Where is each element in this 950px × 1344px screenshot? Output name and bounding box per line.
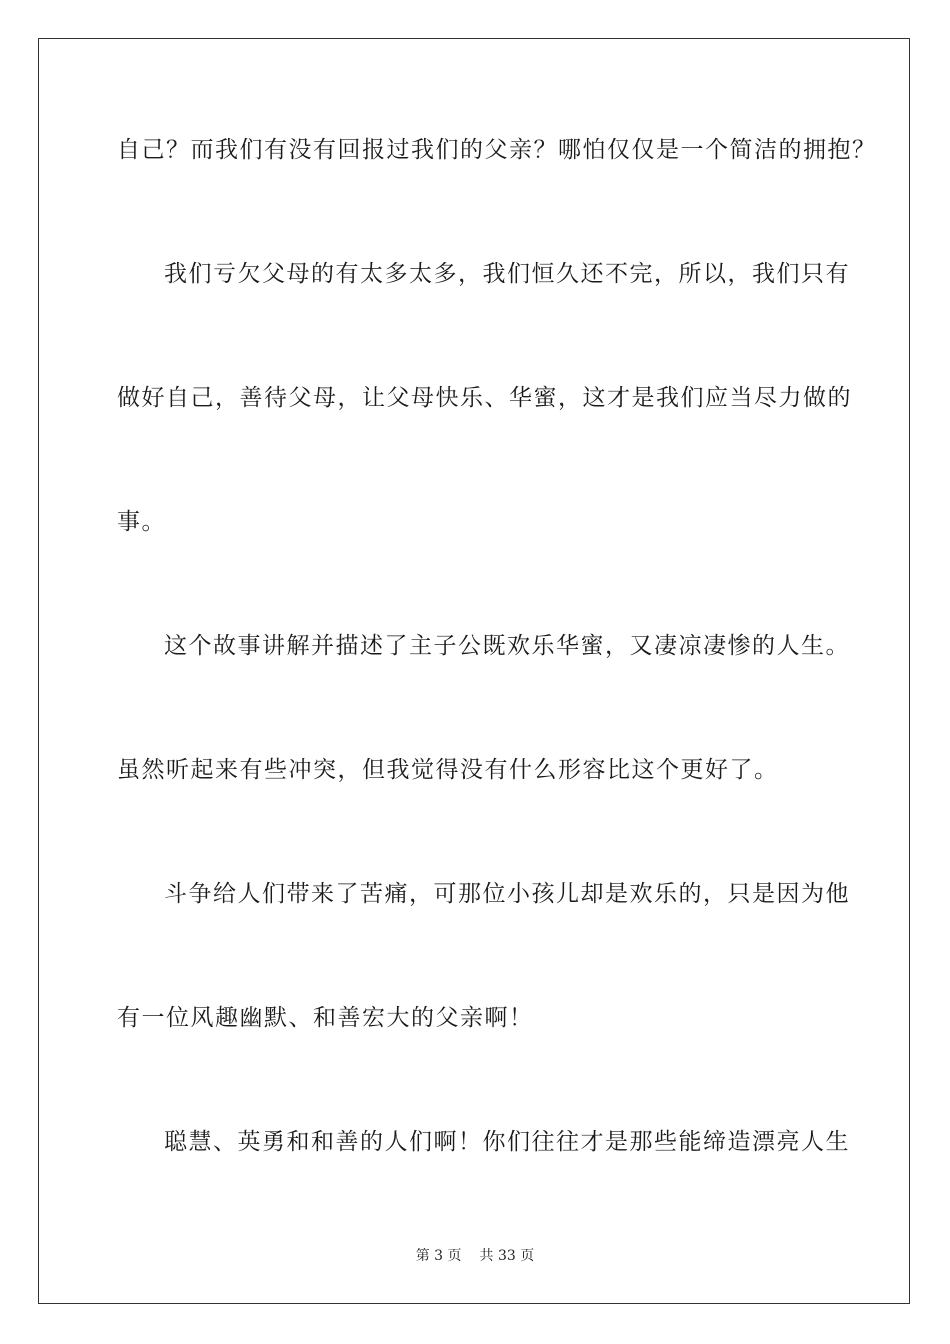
paragraph-line: 自己？而我们有没有回报过我们的父亲？哪怕仅仅是一个简洁的拥抱？ (117, 137, 877, 163)
paragraph-line: 做好自己，善待父母，让父母快乐、华蜜，这才是我们应当尽力做的 (117, 385, 852, 411)
page-number: 第 3 页 (415, 1248, 462, 1264)
paragraph-line: 这个故事讲解并描述了主子公既欢乐华蜜，又凄凉凄惨的人生。 (164, 633, 850, 659)
paragraph-line: 有一位风趣幽默、和善宏大的父亲啊！ (117, 1005, 534, 1031)
paragraph-line: 聪慧、英勇和和善的人们啊！你们往往才是那些能缔造漂亮人生 (164, 1129, 850, 1155)
page-total: 共 33 页 (479, 1248, 535, 1264)
paragraph-line: 虽然听起来有些冲突，但我觉得没有什么形容比这个更好了。 (117, 757, 779, 783)
page-footer (0, 1247, 950, 1265)
paragraph-line: 事。 (117, 509, 166, 535)
paragraph-line: 斗争给人们带来了苦痛，可那位小孩儿却是欢乐的，只是因为他 (164, 881, 850, 907)
page-border (38, 38, 910, 1304)
paragraph-line: 我们亏欠父母的有太多太多，我们恒久还不完，所以，我们只有 (164, 261, 850, 287)
